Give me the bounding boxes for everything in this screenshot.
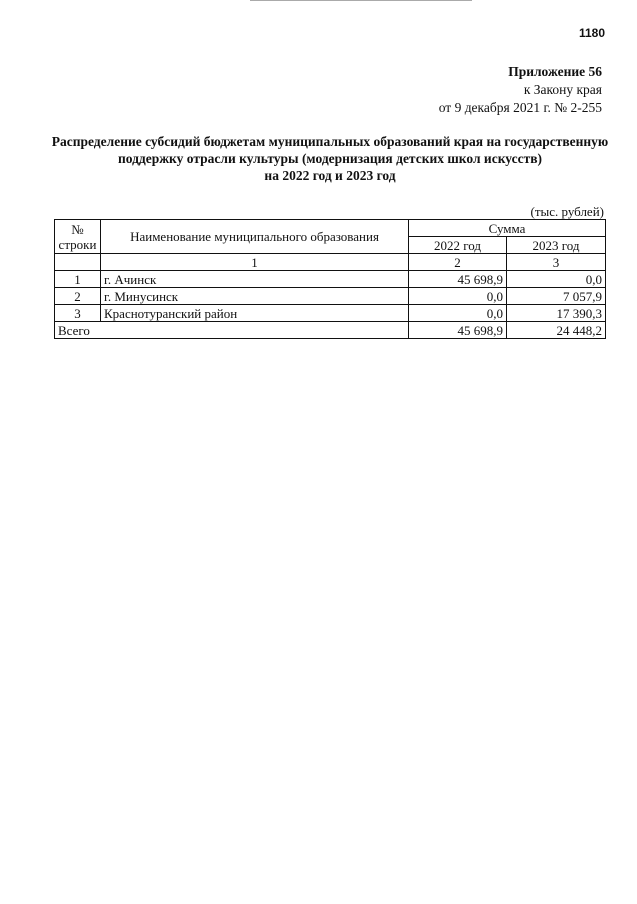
column-number: 2 <box>409 254 507 271</box>
total-2023: 24 448,2 <box>507 322 606 339</box>
row-2023: 7 057,9 <box>507 288 606 305</box>
header-row <box>55 220 606 237</box>
table-row <box>55 271 606 288</box>
appendix-block <box>439 63 602 117</box>
total-2022: 45 698,9 <box>409 322 507 339</box>
header-sum: Сумма <box>409 220 606 237</box>
column-number: 3 <box>507 254 606 271</box>
appendix-title: Приложение 56 <box>508 64 602 79</box>
header-num: № строки <box>55 220 101 254</box>
column-number-blank <box>55 254 101 271</box>
table-row <box>55 288 606 305</box>
row-name: г. Минусинск <box>101 288 409 305</box>
row-2022: 45 698,9 <box>409 271 507 288</box>
row-name: г. Ачинск <box>101 271 409 288</box>
column-numbers-row <box>55 254 606 271</box>
scan-edge-line <box>250 0 472 1</box>
total-label: Всего <box>55 322 409 339</box>
page-number: 1180 <box>578 26 605 40</box>
row-2023: 17 390,3 <box>507 305 606 322</box>
row-name: Краснотуранский район <box>101 305 409 322</box>
row-2022: 0,0 <box>409 305 507 322</box>
row-2023: 0,0 <box>507 271 606 288</box>
subsidy-table <box>54 219 606 339</box>
row-2022: 0,0 <box>409 288 507 305</box>
row-num: 1 <box>55 271 101 288</box>
header-year-2023: 2023 год <box>507 237 606 254</box>
units-note: (тыс. рублей) <box>530 204 604 219</box>
document-title <box>40 133 620 184</box>
header-name: Наименование муниципального образования <box>101 220 409 254</box>
table-row <box>55 305 606 322</box>
row-num: 3 <box>55 305 101 322</box>
appendix-law: к Закону края <box>523 82 602 97</box>
row-num: 2 <box>55 288 101 305</box>
header-year-2022: 2022 год <box>409 237 507 254</box>
column-number: 1 <box>101 254 409 271</box>
title-line-1: Распределение субсидий бюджетам муниципальных образований края на государственную <box>51 134 609 149</box>
title-line-2: поддержку отрасли культуры (модернизация детских школ искусств) <box>117 151 543 166</box>
title-line-3: на 2022 год и 2023 год <box>264 168 396 183</box>
total-row <box>55 322 606 339</box>
appendix-date: от 9 декабря 2021 г. № 2-255 <box>438 100 602 115</box>
